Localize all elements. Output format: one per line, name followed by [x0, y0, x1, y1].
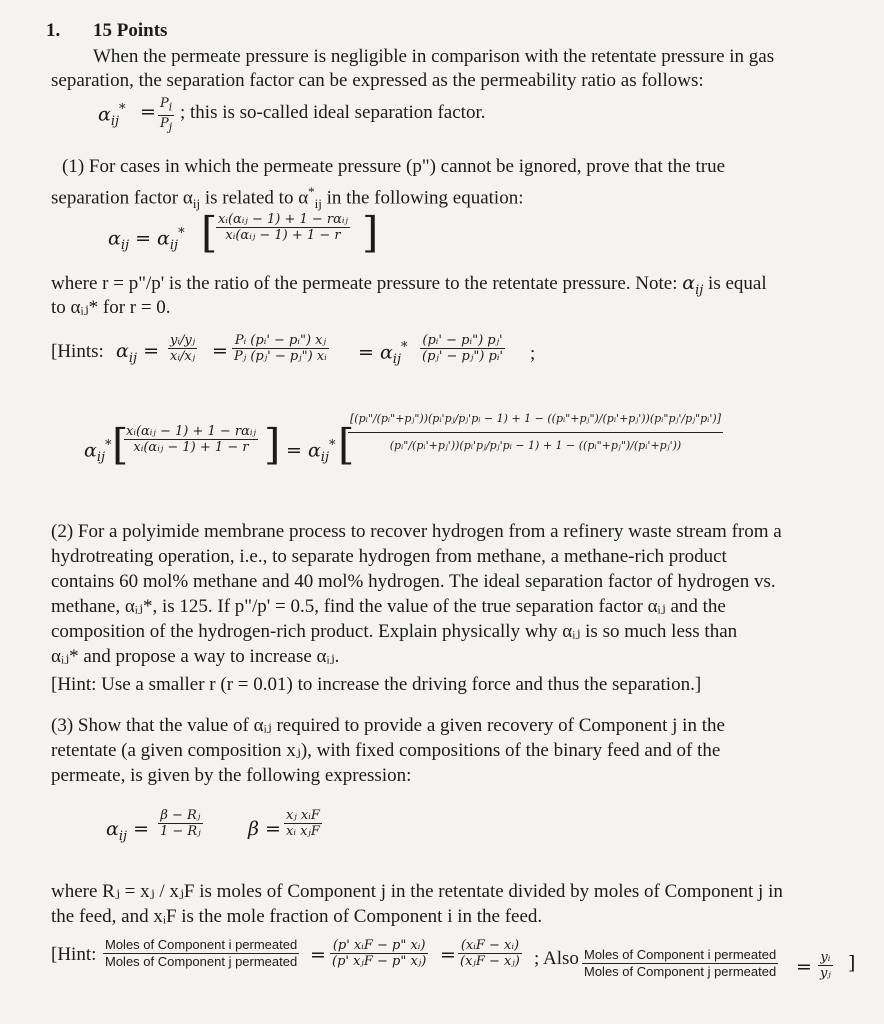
hint-f3-den: (pⱼ' − pⱼ") pᵢ' — [422, 349, 504, 364]
hint-eq-2: = — [440, 944, 456, 966]
long-alpha-star: $\alpha_{ij}^*$ — [84, 438, 112, 466]
question-number: 1. — [46, 20, 61, 41]
part3-eq1-num: β − Rⱼ — [160, 808, 201, 823]
ideal-ratio-fraction: $\frac{P_i}{P_j}$ — [160, 96, 173, 134]
part3-alpha-fraction — [158, 808, 203, 839]
ideal-alpha-symbol: $\alpha_{ij}^*$ — [98, 102, 126, 130]
part3-where-1: where Rⱼ = xⱼ / xⱼF is moles of Component j in the retentate divided by moles of Component j in — [51, 881, 783, 902]
hint-also: ; Also — [534, 948, 579, 969]
part3-line-3: permeate, is given by the following expression: — [51, 765, 412, 786]
long-left-fraction — [124, 424, 258, 455]
part3-line-1: (3) Show that the value of αᵢⱼ required to provide a given recovery of Component j in the — [51, 715, 725, 736]
hf2-den: (p' xⱼF − p" xⱼ) — [332, 954, 427, 969]
part2-line-1: (2) For a polyimide membrane process to recover hydrogen from a refinery waste stream from a — [51, 521, 782, 542]
part1-line-2: separation factor $\alpha_{ij}$ is related to $\alpha^*_{ij}$ in the following equation: — [51, 184, 524, 212]
ideal-note: ; this is so-called ideal separation factor. — [180, 102, 486, 123]
hf2-num: (p' xᵢF − p" xᵢ) — [332, 938, 426, 953]
hf1-num: Moles of Component i permeated — [105, 937, 298, 952]
hint-equals-1: = — [212, 340, 228, 362]
part2-hint: [Hint: Use a smaller r (r = 0.01) to increase the driving force and thus the separation.] — [51, 674, 702, 695]
part2-line-5: composition of the hydrogen-rich product. Explain physically why αᵢⱼ is so much less than — [51, 621, 738, 642]
part1-hints-label: [Hints: — [51, 341, 104, 362]
part1-line-2a: separation factor α — [51, 187, 193, 209]
long-left-den: xᵢ(αᵢⱼ − 1) + 1 − r — [124, 439, 258, 455]
part1-line-1: (1) For cases in which the permeate pressure (p") cannot be ignored, prove that the true — [62, 156, 726, 177]
hint-composition-fraction — [458, 938, 522, 969]
hint-end-bracket: ] — [848, 952, 856, 974]
hf5-den: yⱼ — [820, 966, 831, 981]
right-bracket: ] — [362, 208, 379, 257]
hf1-den: Moles of Component j permeated — [105, 954, 298, 969]
part3-where-2: the feed, and xᵢF is the mole fraction of Component i in the feed. — [51, 906, 543, 927]
part2-line-4: methane, αᵢⱼ*, is 125. If p"/p' = 0.5, find the value of the true separation factor αᵢⱼ and the — [51, 596, 726, 617]
hint-alpha-symbol: $\alpha_{ij}$ = — [116, 340, 160, 366]
question-points: 15 Points — [93, 20, 168, 41]
long-num: [(pᵢ"/(pᵢ"+pⱼ"))(pᵢ'pⱼ/pⱼ'pᵢ − 1) + 1 − ((pᵢ"+pⱼ")/(pᵢ'+pⱼ'))(pᵢ"pⱼ'/pⱼ"pᵢ')] — [350, 412, 721, 425]
part1-where-tail: is equal — [703, 273, 767, 294]
hint-moles-fraction-1 — [103, 937, 299, 970]
intro-line-2: separation, the separation factor can be expressed as the permeability ratio as follows: — [51, 70, 704, 91]
part1-where-text: where r = p"/p' is the ratio of the permeate pressure to the retentate pressure. Note: — [51, 273, 683, 294]
part1-main-fraction — [216, 212, 350, 243]
hint-f1-den: xᵢ/xⱼ — [168, 348, 197, 364]
long-expr-bracket-left: [ — [338, 420, 355, 469]
long-equals-alpha: = $\alpha_{ij}^*$ — [286, 438, 336, 466]
hint-eq-3: = — [796, 956, 812, 978]
part3-beta-fraction — [284, 808, 322, 839]
hint-pressure-fraction — [330, 938, 428, 969]
part1-line-2c: in the following equation: — [321, 187, 524, 209]
hint-fraction-3 — [420, 333, 505, 364]
true-alpha-symbol: $\alpha_{ij} = \alpha_{ij}^*$ — [108, 226, 185, 254]
part1-to-line: to αᵢⱼ* for r = 0. — [51, 297, 171, 318]
long-left-num: xᵢ(αᵢⱼ − 1) + 1 − rαᵢⱼ — [126, 424, 256, 439]
part1-line-2b: is related to α — [200, 187, 309, 209]
part1-main-numerator: xᵢ(αᵢⱼ − 1) + 1 − rαᵢⱼ — [218, 212, 348, 227]
equals-sign: = — [140, 101, 156, 123]
hf3-den: (xⱼF − xⱼ) — [460, 954, 520, 969]
long-fraction — [348, 406, 723, 459]
part1-where-line: where r = p"/p' is the ratio of the permeate pressure to the retentate pressure. Note: $\alpha_{ij}$ is equal — [51, 272, 767, 298]
hint-y-fraction — [818, 950, 833, 981]
part3-hint-label: [Hint: — [51, 944, 97, 965]
hint-eq-1: = — [310, 944, 326, 966]
part3-line-2: retentate (a given composition xⱼ), with fixed compositions of the binary feed and of the — [51, 740, 721, 761]
long-right-bracket: ] — [264, 420, 281, 469]
hf3-num: (xᵢF − xᵢ) — [460, 938, 520, 953]
hint-f2-num: Pᵢ (pᵢ' − pᵢ") xⱼ — [234, 333, 326, 348]
long-den: (pᵢ"/(pᵢ'+pⱼ'))(pᵢ'pⱼ/pⱼ'pᵢ − 1) + 1 − ((pᵢ"+pⱼ")/(pᵢ'+pⱼ')) — [348, 432, 723, 459]
hint-moles-fraction-2 — [582, 947, 778, 980]
part1-main-denominator: xᵢ(αᵢⱼ − 1) + 1 − r — [216, 227, 350, 243]
left-bracket: [ — [201, 208, 218, 257]
hint-semicolon: ; — [530, 343, 536, 364]
part2-line-2: hydrotreating operation, i.e., to separate hydrogen from methane, a methane-rich product — [51, 546, 727, 567]
part3-alpha-symbol: $\alpha_{ij}$ = — [106, 818, 150, 844]
part3-eq2-num: xⱼ xᵢF — [286, 808, 320, 823]
hf4-num: Moles of Component i permeated — [584, 947, 777, 962]
hf4-den: Moles of Component j permeated — [584, 964, 777, 979]
part2-line-6: αᵢⱼ* and propose a way to increase αᵢⱼ. — [51, 646, 340, 667]
hint-fraction-2 — [232, 333, 329, 364]
hint-f1-num: yᵢ/yⱼ — [170, 333, 196, 348]
hint-fraction-1 — [168, 333, 197, 364]
part2-line-3: contains 60 mol% methane and 40 mol% hydrogen. The ideal separation factor of hydrogen vs. — [51, 571, 776, 592]
part3-eq2-den: xᵢ xⱼF — [286, 824, 320, 839]
hf5-num: yᵢ — [820, 950, 831, 965]
long-left-bracket: [ — [112, 420, 129, 469]
hint-f3-num: (pᵢ' − pᵢ") pⱼ' — [422, 333, 503, 348]
hint-alpha-star: = $\alpha_{ij}^*$ — [358, 340, 408, 368]
intro-line-1: When the permeate pressure is negligible in comparison with the retentate pressure in gas — [93, 46, 775, 67]
hint-f2-den: Pⱼ (pⱼ' − pⱼ") xᵢ — [234, 349, 327, 364]
part3-beta-symbol: β = — [248, 818, 281, 840]
part3-eq1-den: 1 − Rⱼ — [160, 824, 201, 839]
